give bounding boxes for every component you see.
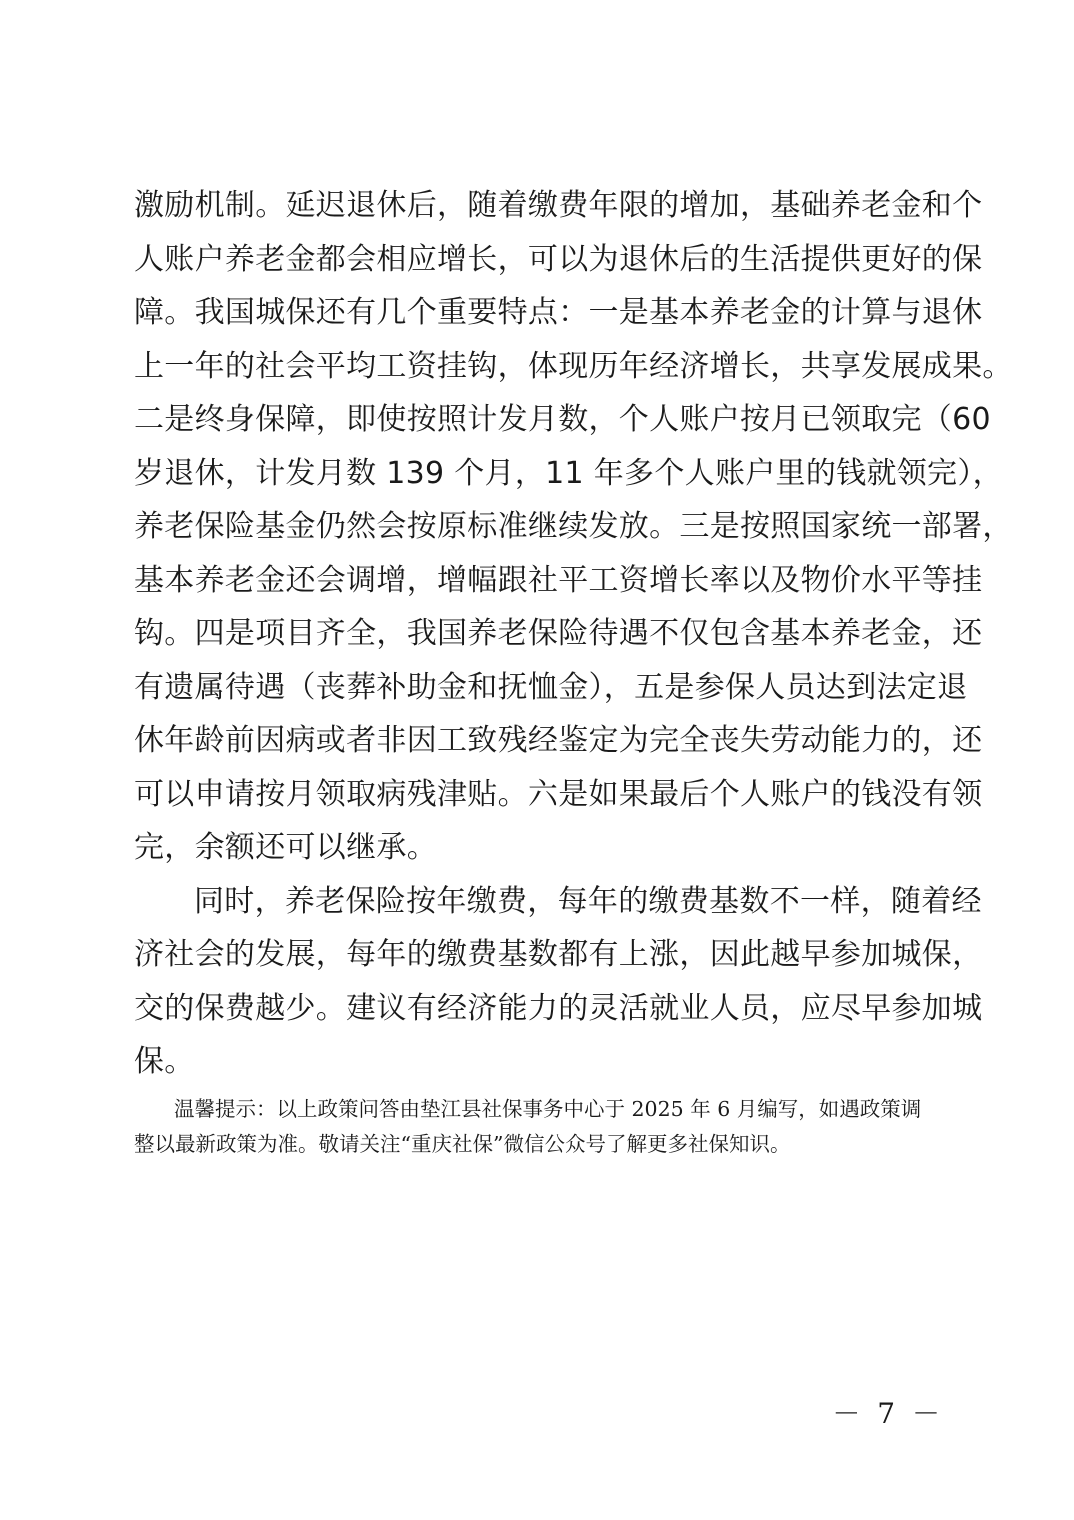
body-line: 养老保险基金仍然会按原标准继续发放。三是按照国家统一部署，	[134, 509, 1013, 544]
body-line: 可以申请按月领取病残津贴。六是如果最后个人账户的钱没有领	[134, 776, 983, 812]
body-line: 保。	[134, 1044, 195, 1079]
body-line: 岁退休，计发月数 139 个月，11 年多个人账户里的钱就领完），	[134, 455, 1003, 491]
paragraph-start-line: 同时，养老保险按年缴费，每年的缴费基数不一样，随着经	[194, 883, 982, 919]
reminder-line: 整以最新政策为准。敬请关注“重庆社保”微信公众号了解更多社保知识。	[134, 1132, 791, 1156]
body-line: 激励机制。延迟退休后，随着缴费年限的增加，基础养老金和个	[134, 188, 983, 223]
body-line: 人账户养老金都会相应增长，可以为退休后的生活提供更好的保	[134, 241, 983, 277]
reminder-note	[134, 1092, 954, 1162]
body-line: 钩。四是项目齐全，我国养老保险待遇不仅包含基本养老金，还	[134, 616, 983, 651]
reminder-line: 温馨提示：以上政策问答由垫江县社保事务中心于 2025 年 6 月编写，如遇政策调	[174, 1097, 922, 1121]
body-line: 二是终身保障，即使按照计发月数，个人账户按月已领取完（60	[134, 402, 991, 437]
body-line: 有遗属待遇（丧葬补助金和抚恤金），五是参保人员达到法定退	[134, 669, 968, 705]
body-text	[134, 179, 1013, 1089]
body-line: 完，余额还可以继承。	[134, 830, 437, 865]
body-line: 交的保费越少。建议有经济能力的灵活就业人员，应尽早参加城	[134, 990, 983, 1026]
page-number: － 7 －	[832, 1397, 944, 1430]
body-line: 休年龄前因病或者非因工致残经鉴定为完全丧失劳动能力的，还	[134, 723, 983, 758]
body-line: 上一年的社会平均工资挂钩，体现历年经济增长，共享发展成果。	[134, 348, 1013, 384]
body-line: 障。我国城保还有几个重要特点：一是基本养老金的计算与退休	[134, 295, 983, 330]
body-line: 基本养老金还会调增，增幅跟社平工资增长率以及物价水平等挂	[134, 562, 983, 598]
body-line: 济社会的发展，每年的缴费基数都有上涨，因此越早参加城保，	[134, 937, 983, 972]
